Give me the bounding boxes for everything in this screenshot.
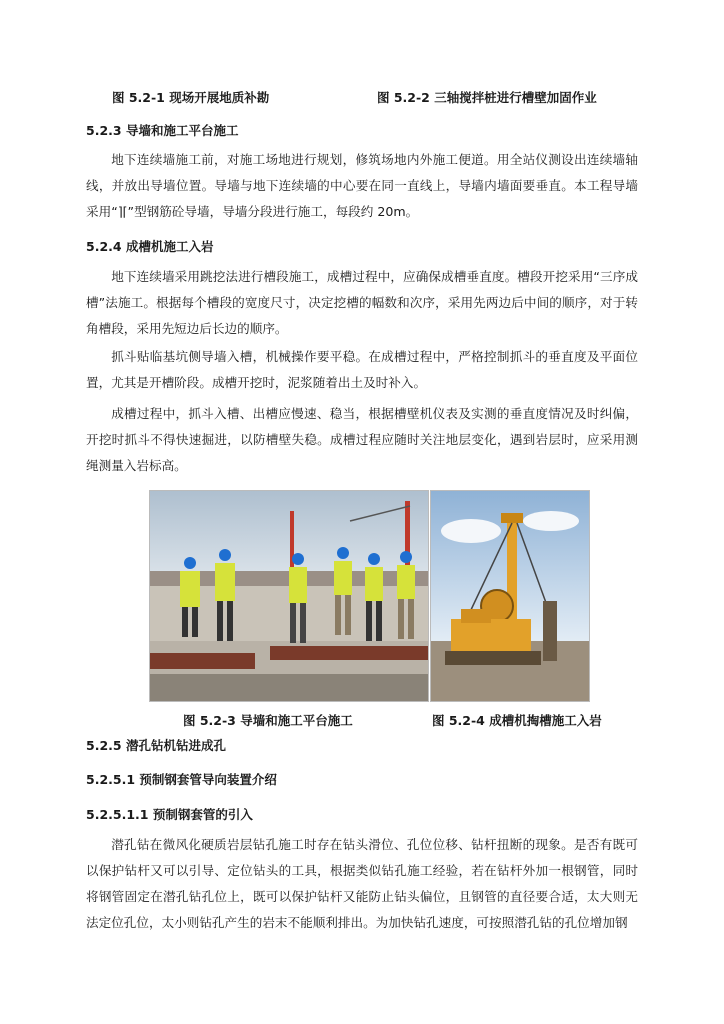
- photo-trench-machine-illustration: [431, 491, 589, 701]
- section-heading-5-2-5-1: 5.2.5.1 预制钢套管导向装置介绍: [86, 772, 277, 787]
- paragraph-5-2-3: 地下连续墙施工前，对施工场地进行规划，修筑场地内外施工便道。用全站仪测设出连续墙轴线，并放出导墙位置。导墙与地下连续墙的中心要在同一直线上，导墙内墙面要垂直。本工程导墙采用“⌉⌈”型钢筋砼导墙，导墙分段进行施工，每段约 20m。: [86, 152, 638, 219]
- photo-trench-machine: [430, 490, 590, 702]
- paragraph-5-2-4-1: 地下连续墙采用跳挖法进行槽段施工，成槽过程中，应确保成槽垂直度。槽段开挖采用“三序成槽”法施工。根据每个槽段的宽度尺寸，决定挖槽的幅数和次序，采用先两边后中间的顺序，对于转角槽段，采用先短边后长边的顺序。: [86, 269, 638, 336]
- figure-caption-5-2-2: 图 5.2-2 三轴搅拌桩进行槽壁加固作业: [377, 90, 597, 105]
- figure-caption-5-2-1: 图 5.2-1 现场开展地质补勘: [112, 90, 270, 105]
- paragraph-5-2-4-3: 成槽过程中，抓斗入槽、出槽应慢速、稳当，根据槽壁机仪表及实测的垂直度情况及时纠偏，开挖时抓斗不得快速掘进，以防槽壁失稳。成槽过程应随时关注地层变化，遇到岩层时，应采用测绳测量入岩标高。: [86, 406, 638, 473]
- paragraph-5-2-4-2: 抓斗贴临基坑侧导墙入槽，机械操作要平稳。在成槽过程中，严格控制抓斗的垂直度及平面位置，尤其是开槽阶段。成槽开挖时，泥浆随着出土及时补入。: [86, 349, 638, 390]
- section-heading-5-2-5-1-1: 5.2.5.1.1 预制钢套管的引入: [86, 807, 253, 822]
- figure-caption-5-2-4: 图 5.2-4 成槽机掏槽施工入岩: [432, 713, 602, 728]
- photo-guide-wall-construction: [149, 490, 429, 702]
- paragraph-5-2-5-1-1: 潜孔钻在微风化硬质岩层钻孔施工时存在钻头滑位、孔位位移、钻杆扭断的现象。是否有既可以保护钻杆又可以引导、定位钻头的工具，根据类似钻孔施工经验，若在钻杆外加一根钢管，同时将钢管固定在潜孔钻孔位上，既可以保护钻杆又能防止钻头偏位，且钢管的直径要合适，太大则无法定位孔位，太小则钻孔产生的岩末不能顺利排出。为加快钻孔速度，可按照潜孔钻的孔位增加钢: [86, 837, 638, 930]
- section-heading-5-2-4: 5.2.4 成槽机施工入岩: [86, 239, 214, 254]
- section-heading-5-2-5: 5.2.5 潜孔钻机钻进成孔: [86, 738, 226, 753]
- figure-caption-5-2-3: 图 5.2-3 导墙和施工平台施工: [183, 713, 353, 728]
- section-heading-5-2-3: 5.2.3 导墙和施工平台施工: [86, 123, 239, 138]
- photo-guide-wall-illustration: [150, 491, 428, 701]
